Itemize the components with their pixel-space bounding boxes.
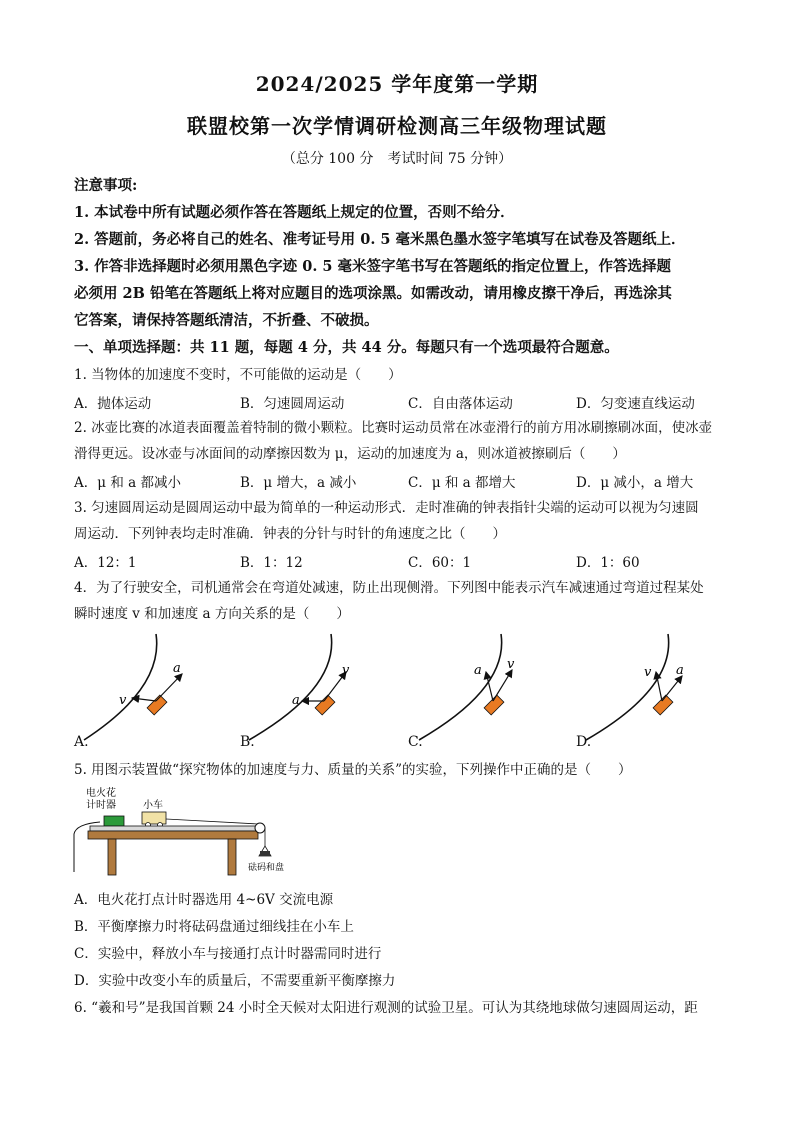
label-a-c: a (474, 663, 482, 678)
curve-b (249, 634, 332, 740)
timer-label-1: 电火花 (86, 788, 116, 799)
car-b (315, 695, 335, 715)
label-a-d: a (676, 663, 684, 678)
label-v-b: v (342, 663, 350, 678)
exam-title-line1: 2024/2025 学年度第一学期 (255, 72, 539, 96)
q5-option-d: D．实验中改变小车的质量后，不需要重新平衡摩擦力 (74, 973, 396, 989)
q5-option-a: A．电火花打点计时器选用 4~6V 交流电源 (74, 892, 334, 908)
label-a-a: a (173, 661, 181, 676)
table-top (88, 831, 258, 839)
exam-title-line2: 联盟校第一次学情调研检测高三年级物理试题 (187, 114, 607, 138)
q5-apparatus (70, 784, 290, 876)
car-d (653, 695, 673, 715)
q2-option-a: A．μ 和 a 都减小 (74, 475, 181, 491)
notice-item-3-cont2: 它答案，请保持答题纸清洁，不折叠、不破损。 (74, 312, 379, 329)
q1-stem: 1. 当物体的加速度不变时，不可能做的运动是（ ） (74, 367, 402, 383)
pulley (255, 823, 265, 833)
weights-label: 砝码和盘 (248, 863, 285, 873)
notice-item-1: 1. 本试卷中所有试题必须作答在答题纸上规定的位置，否则不给分． (74, 204, 515, 221)
q4-label-a: A. (74, 734, 89, 750)
q3-stem-line1: 3. 匀速圆周运动是圆周运动中最为简单的一种运动形式．走时准确的钟表指针尖端的运动可以视为匀速圆 (74, 500, 699, 516)
timer-label-2: 计时器 (86, 800, 116, 811)
cart (142, 812, 166, 824)
notice-item-3: 3. 作答非选择题时必须用黑色字迹 0. 5 毫米签字笔书写在答题纸的指定位置上，作答选择题 (74, 258, 672, 275)
notice-item-2: 2. 答题前，务必将自己的姓名、准考证号用 0. 5 毫米黑色墨水签字笔填写在试卷及答题纸上． (74, 231, 686, 248)
q4-stem-line2: 瞬时速度 v 和加速度 a 方向关系的是（ ） (74, 606, 350, 622)
curve-d (586, 634, 669, 740)
q6-stem: 6. “羲和号”是我国首颗 24 小时全天候对太阳进行观测的试验卫星。可认为其绕地球做匀速圆周运动，距 (74, 1000, 698, 1016)
q2-option-b: B．μ 增大，a 减小 (240, 475, 357, 491)
label-v-c: v (507, 657, 515, 672)
q4-figure-d (586, 634, 684, 740)
exam-subtitle: （总分 100 分 考试时间 75 分钟） (281, 151, 513, 167)
q3-stem-line2: 周运动．下列钟表均走时准确．钟表的分针与时针的角速度之比（ ） (74, 526, 506, 542)
vector-a-a (156, 674, 182, 701)
label-a-b: a (292, 693, 300, 708)
label-v-a: v (119, 693, 127, 708)
q4-label-b: B. (240, 734, 255, 750)
vector-a-d (662, 676, 682, 701)
q3-option-a: A．12：1 (74, 555, 137, 571)
q4-figure-b (249, 634, 350, 740)
q2-option-c: C．μ 和 a 都增大 (408, 475, 516, 491)
q3-option-b: B．1：12 (240, 555, 303, 571)
q4-label-d: D. (576, 734, 592, 750)
q4-figure-c (419, 634, 515, 740)
vector-v-c (493, 670, 512, 701)
table-leg-left (108, 839, 116, 875)
table-leg-right (228, 839, 236, 875)
q5-option-b: B．平衡摩擦力时将砝码盘通过细线挂在小车上 (74, 919, 354, 935)
q3-option-c: C．60：1 (408, 555, 472, 571)
q1-option-d: D．匀变速直线运动 (576, 396, 695, 412)
section1-heading: 一、单项选择题：共 11 题，每题 4 分，共 44 分。每题只有一个选项最符合题意。 (74, 339, 619, 356)
q2-stem-line1: 2. 冰壶比赛的冰道表面覆盖着特制的微小颗粒。比赛时运动员常在冰壶滑行的前方用冰刷擦刷冰面，使冰壶 (74, 420, 713, 436)
vector-v-a (132, 698, 156, 701)
q2-option-d: D．μ 减小，a 增大 (576, 475, 694, 491)
q1-option-a: A．抛体运动 (74, 396, 152, 412)
notice-heading: 注意事项: (74, 177, 138, 194)
timer-device (104, 816, 124, 826)
q4-figures (74, 628, 734, 752)
cart-label: 小车 (143, 800, 163, 811)
car-c (484, 695, 504, 715)
q3-option-d: D．1：60 (576, 555, 640, 571)
track (90, 826, 258, 831)
q1-option-c: C．自由落体运动 (408, 396, 513, 412)
q4-label-c: C. (408, 734, 423, 750)
label-v-d: v (644, 665, 652, 680)
q4-figure-a (84, 634, 182, 740)
q2-stem-line2: 滑得更远。设冰壶与冰面间的动摩擦因数为 μ，运动的加速度为 a，则冰道被擦刷后（ ） (74, 446, 626, 462)
q1-option-b: B．匀速圆周运动 (240, 396, 345, 412)
q5-option-c: C．实验中，释放小车与接通打点计时器需同时进行 (74, 946, 382, 962)
curve-a (84, 634, 157, 740)
string (166, 819, 258, 824)
q5-stem: 5. 用图示装置做“探究物体的加速度与力、质量的关系”的实验，下列操作中正确的是（ ） (74, 762, 632, 778)
car-a (147, 695, 167, 715)
weight-block (260, 851, 270, 856)
q4-stem-line1: 4．为了行驶安全，司机通常会在弯道处减速，防止出现侧滑。下列图中能表示汽车减速通过弯道过程某处 (74, 580, 704, 596)
notice-item-3-cont1: 必须用 2B 铅笔在答题纸上将对应题目的选项涂黑。如需改动，请用橡皮擦干净后，再选涂其 (74, 285, 672, 302)
